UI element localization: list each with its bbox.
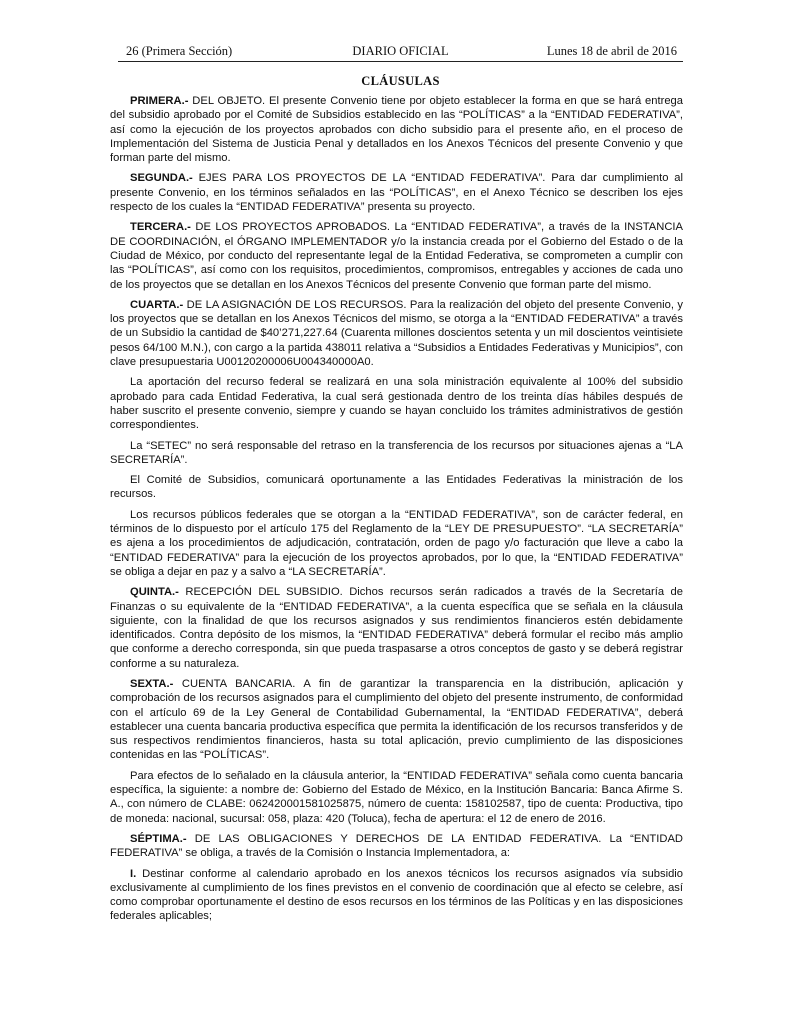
clause-paragraph <box>110 473 683 502</box>
clause-text: RECEPCIÓN DEL SUBSIDIO. Dichos recursos serán radicados a través de la Secretaría de Finanzas o su equivalente de la “ENTIDAD FEDERATIVA”, a la cuenta específica que se señala en la cláusula siguiente, con la finalidad de que los recursos asignados y sus rendimientos financieros estén debidamente identificados. Contra depósito de los mismos, la “ENTIDAD FEDERATIVA” deberá formular el recibo más amplio que conforme a derecho corresponda, sin que pueda traspasarse a otros conceptos de gasto y se deberá registrar conforme a su naturaleza. <box>110 586 683 670</box>
clause-heading: TERCERA.- <box>130 221 191 234</box>
clause-heading: I. <box>130 867 137 880</box>
page-header <box>118 44 683 60</box>
clause-text: DE LOS PROYECTOS APROBADOS. La “ENTIDAD FEDERATIVA”, a través de la INSTANCIA DE COORDINACIÓN, el ÓRGANO IMPLEMENTADOR y/o la instancia creada por el Gobierno del Estado o de la Ciudad de México, por conducto del representante legal de la Entidad Federativa, se comprometen a cumplir con las “POLÍTICAS”, así como con los requisitos, procedimientos, compromisos, entregables y acciones de cada uno de los proyectos que se detallan en los Anexos Técnicos del presente Convenio que forman parte del mismo. <box>110 221 683 291</box>
clause-paragraph <box>110 375 683 432</box>
clause-heading: QUINTA.- <box>130 586 179 599</box>
clause-paragraph <box>110 220 683 291</box>
clause-text: DEL OBJETO. El presente Convenio tiene por objeto establecer la forma en que se hará entrega del subsidio aprobado por el Comité de Subsidios establecido en las “POLÍTICAS” a la “ENTIDAD FEDERATIVA”, así como la ejecución de los proyectos aprobados con dicho subsidio para el presente año, en el proceso de Implementación del Sistema de Justicia Penal y detallados en los Anexos Técnicos del presente Convenio y que forman parte del mismo. <box>110 95 683 165</box>
clause-text: Destinar conforme al calendario aprobado en los anexos técnicos los recursos asignados vía subsidio exclusivamente al cumplimiento de los fines previstos en el convenio de coordinación que al efecto se celebre, así como comprobar oportunamente el destino de esos recursos en los términos de las Políticas y en las disposiciones federales aplicables; <box>110 867 683 923</box>
clause-text: CUENTA BANCARIA. A fin de garantizar la transparencia en la distribución, aplicación y comprobación de los recursos asignados para el cumplimiento del objeto del presente instrumento, de conformidad con el artículo 69 de la Ley General de Contabilidad Gubernamental, la “ENTIDAD FEDERATIVA”, deberá establecer una cuenta bancaria productiva específica que permita la identificación de los recursos transferidos y de sus respectivos rendimientos financieros, hasta su total aplicación, previo cumplimiento de las disposiciones contenidas en las “POLÍTICAS”. <box>110 677 683 762</box>
header-page-section: 26 (Primera Sección) <box>126 44 233 58</box>
clause-text: DE LAS OBLIGACIONES Y DERECHOS DE LA ENTIDAD FEDERATIVA. La “ENTIDAD FEDERATIVA” se obliga, a través de la Comisión o Instancia Implementadora, a: <box>110 832 683 860</box>
clause-heading: SÉPTIMA.- <box>130 832 187 845</box>
clause-paragraph <box>110 94 683 165</box>
clause-heading: SEGUNDA.- <box>130 172 193 185</box>
clause-heading: PRIMERA.- <box>130 95 189 107</box>
clause-paragraph <box>110 867 683 924</box>
clause-paragraph <box>110 585 683 671</box>
clause-text: Para efectos de lo señalado en la cláusula anterior, la “ENTIDAD FEDERATIVA” señala como cuenta bancaria específica, la siguiente: a nombre de: Gobierno del Estado de México, en la Institución Bancaria: Banca Afirme S. A., con número de CLABE: 062420001581025875, número de cuenta: 158102587, tipo de cuenta: Productiva, tipo de moneda: nacional, sucursal: 058, plaza: 420 (Toluca), fecha de apertura: el 12 de enero de 2016. <box>110 769 683 825</box>
clause-text: La aportación del recurso federal se realizará en una sola ministración equivalente al 100% del subsidio aprobado para cada Entidad Federativa, la cual será gestionada dentro de los treinta días hábiles después de haber suscrito el presente convenio, siempre y cuando se hayan concluido los trámites administrativos de gestión correspondientes. <box>110 376 683 432</box>
clause-paragraph <box>110 677 683 763</box>
header-date: Lunes 18 de abril de 2016 <box>546 44 677 58</box>
clause-heading: CUARTA.- <box>130 298 184 311</box>
clause-text: DE LA ASIGNACIÓN DE LOS RECURSOS. Para la realización del objeto del presente Convenio, y los proyectos que se detallan en los Anexos Técnicos del mismo, se otorga a la “ENTIDAD FEDERATIVA” a través de un Subsidio la cantidad de $40’271,227.64 (Cuarenta millones doscientos setenta y un mil doscientos veintisiete pesos 64/100 M.N.), con cargo a la partida 438011 relativa a “Subsidios a Entidades Federativas y Municipios”, con clave presupuestaria U00120200006U004340000A0. <box>110 298 683 369</box>
clause-paragraph <box>110 508 683 579</box>
document-body <box>110 94 683 930</box>
header-publication: DIARIO OFICIAL <box>352 44 449 58</box>
section-title: CLÁUSULAS <box>361 74 440 88</box>
clause-paragraph <box>110 171 683 214</box>
clause-paragraph <box>110 832 683 861</box>
header-rule <box>118 61 683 62</box>
clause-text: El Comité de Subsidios, comunicará oportunamente a las Entidades Federativas la ministración de los recursos. <box>110 474 683 501</box>
clause-paragraph <box>110 769 683 826</box>
clause-text: Los recursos públicos federales que se otorgan a la “ENTIDAD FEDERATIVA”, son de carácter federal, en términos de lo dispuesto por el artículo 175 del Reglamento de la “LEY DE PRESUPUESTO”. “LA SECRETARÍA” es ajena a los procedimientos de adjudicación, contratación, orden de pago y/o facturación que lleve a cabo la “ENTIDAD FEDERATIVA” para la ejecución de los proyectos aprobados, por lo que, la “ENTIDAD FEDERATIVA” se obliga a dejar en paz y a salvo a “LA SECRETARÍA”. <box>110 508 683 578</box>
clause-paragraph <box>110 439 683 468</box>
clause-heading: SEXTA.- <box>130 677 174 690</box>
clause-text: La “SETEC” no será responsable del retraso en la transferencia de los recursos por situaciones ajenas a “LA SECRETARÍA”. <box>110 439 683 466</box>
clause-text: EJES PARA LOS PROYECTOS DE LA “ENTIDAD FEDERATIVA”. Para dar cumplimiento al presente Convenio, en los términos señalados en las “POLÍTICAS”, en el Anexo Técnico se describen los ejes respecto de los cuales la “ENTIDAD FEDERATIVA” presenta su proyecto. <box>110 172 683 214</box>
clause-paragraph <box>110 298 683 369</box>
